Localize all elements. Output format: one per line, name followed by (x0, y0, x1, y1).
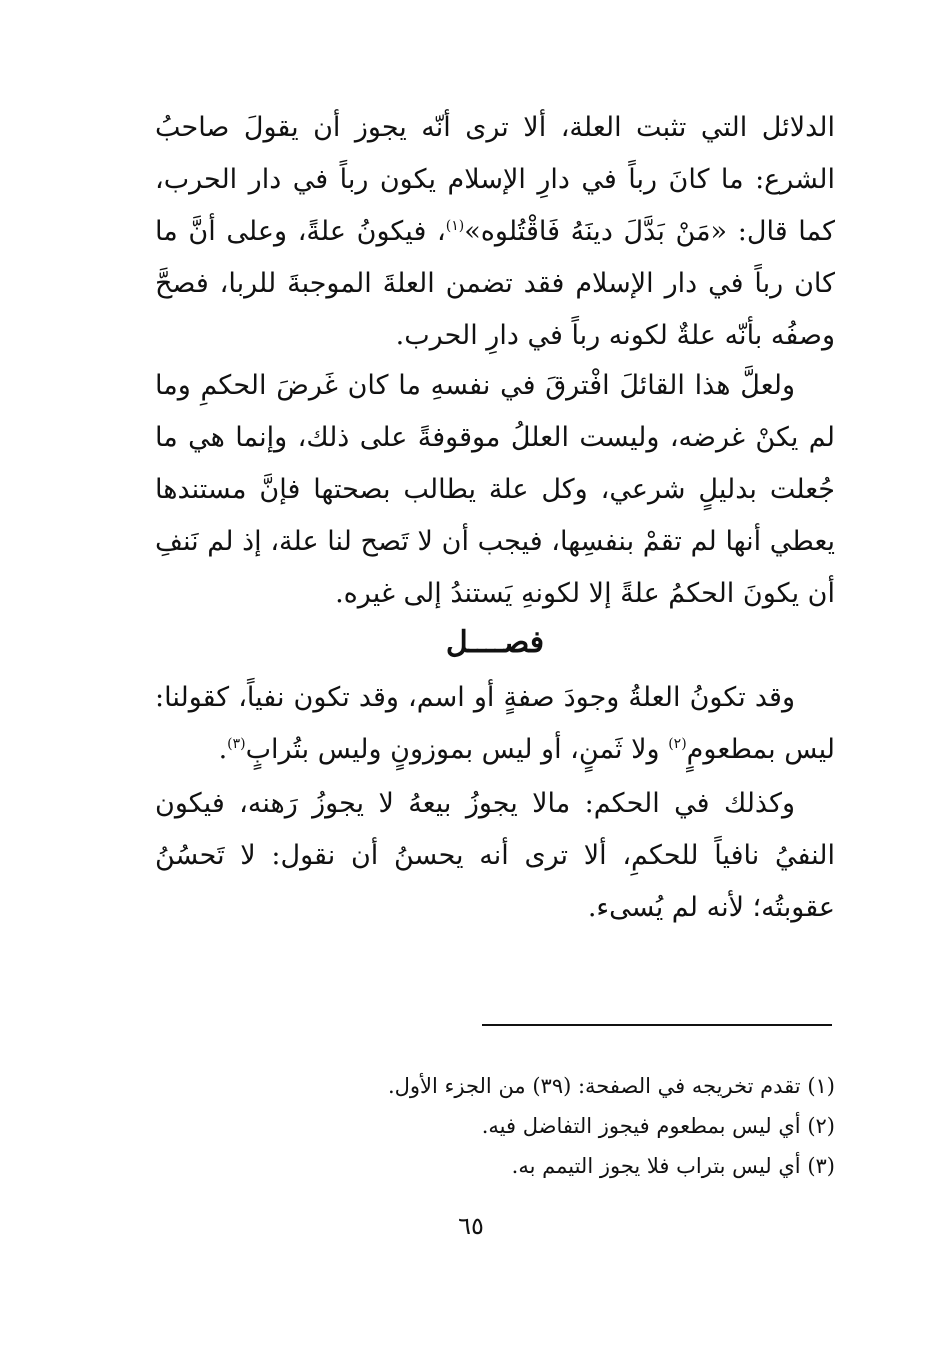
footnote-ref-3: (٣) (227, 736, 246, 752)
footnote-1: (١) تقدم تخريجه في الصفحة: (٣٩) من الجزء الأول. (387, 1074, 835, 1098)
paragraph-4-text: وكذلك في الحكم: مالا يجوزُ بيعهُ لا يجوزُ رَهنه، فيكون النفيُ نافياً للحكمِ، ألا ترى أنه يحسنُ أن نقول: لا تَحسُنُ عقوبتُه؛ لأنه لم يُسىء. (155, 788, 835, 923)
paragraph-3-part-b: ولا ثَمنٍ، أو ليس بموزونٍ وليس بتُرابٍ (245, 734, 669, 765)
footnote-ref-1: (١) (445, 218, 465, 234)
paragraph-3 (155, 672, 835, 776)
page-number: ٦٥ (458, 1212, 484, 1240)
paragraph-3-text (155, 672, 835, 776)
paragraph-3-part-a: وقد تكونُ العلةُ وجودَ صفةٍ أو اسم، وقد تكون نفياً، كقولنا: ليس بمطعومٍ (155, 682, 835, 765)
footnote-divider (482, 1024, 832, 1026)
footnotes (300, 1066, 835, 1186)
paragraph-3-part-c: . (218, 734, 228, 765)
paragraph-2-text: ولعلَّ هذا القائلَ افْترقَ في نفسهِ ما كان غَرضَ الحكمِ وما لم يكنْ غرضه، وليست العللُ موقوفةً على ذلك، وإنما هي ما جُعلت بدليلٍ شرعي، وكل علة يطالب بصحتها فإنَّ مستندها يعطي أنها لم تقمْ بنفسِها، فيجب أن لا تَصح لنا علة، إذ لم نَنفِ أن يكونَ الحكمُ علةً إلا لكونهِ يَستندُ إلى غيره. (155, 370, 835, 609)
footnote-2: (٢) أي ليس بمطعوم فيجوز التفاضل فيه. (481, 1114, 835, 1138)
paragraph-1-part-b: ، فيكونُ علةً، وعلى أنَّ ما كان رباً في دار الإسلام فقد تضمن العلةَ الموجبةَ للربا، فصحَّ وصفُه بأنّه علةٌ لكونه رباً في دارِ الحرب. (155, 216, 835, 351)
footnote-ref-2: (٢) (668, 736, 687, 752)
paragraph-1-text (155, 102, 835, 362)
paragraph-4 (155, 778, 835, 934)
footnote-3: (٣) أي ليس بتراب فلا يجوز التيمم به. (511, 1154, 835, 1178)
paragraph-2 (155, 360, 835, 620)
paragraph-1-part-a: الدلائل التي تثبت العلة، ألا ترى أنّه يجوز أن يقولَ صاحبُ الشرع: ما كانَ رباً في دارِ الإسلام يكون رباً في دار الحرب، كما قال: «مَنْ بَدَّلَ دينَهُ فَاقْتُلوه» (155, 112, 835, 247)
paragraph-1 (155, 102, 835, 362)
section-heading: فصــــل (445, 625, 545, 660)
